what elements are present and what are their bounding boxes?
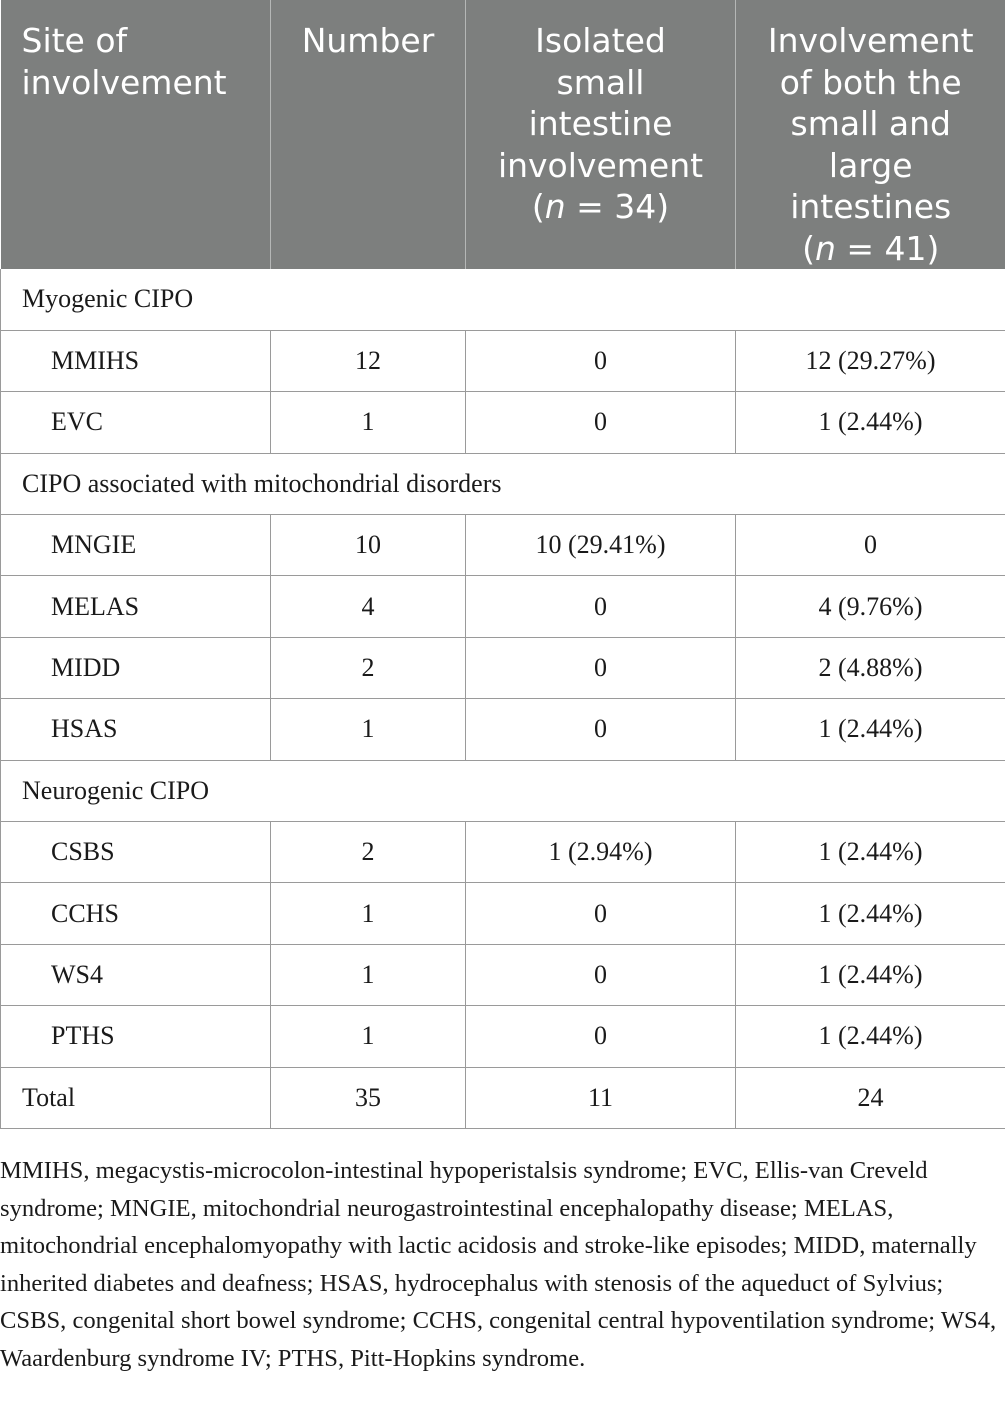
row-number: 1 xyxy=(271,699,466,760)
row-both: 4 (9.76%) xyxy=(736,576,1005,637)
total-number: 35 xyxy=(271,1067,466,1128)
group-label: CIPO associated with mitochondrial disorders xyxy=(1,453,1005,514)
group-row-neurogenic xyxy=(1,760,1005,821)
header-both-intestines: Involvement of both the small and large intestines (n = 41) xyxy=(736,0,1005,269)
row-isolated: 0 xyxy=(466,699,736,760)
row-name: HSAS xyxy=(1,699,271,760)
row-name: MELAS xyxy=(1,576,271,637)
row-both: 1 (2.44%) xyxy=(736,944,1005,1005)
total-label: Total xyxy=(1,1067,271,1128)
table-header xyxy=(1,0,1005,269)
row-isolated: 0 xyxy=(466,576,736,637)
row-both: 12 (29.27%) xyxy=(736,330,1005,391)
row-both: 1 (2.44%) xyxy=(736,699,1005,760)
row-both: 1 (2.44%) xyxy=(736,822,1005,883)
row-both: 1 (2.44%) xyxy=(736,883,1005,944)
total-row xyxy=(1,1067,1005,1128)
row-both: 0 xyxy=(736,515,1005,576)
row-both: 1 (2.44%) xyxy=(736,392,1005,453)
row-both: 1 (2.44%) xyxy=(736,1006,1005,1067)
row-isolated: 0 xyxy=(466,392,736,453)
group-row-mitochondrial xyxy=(1,453,1005,514)
row-name: MIDD xyxy=(1,637,271,698)
table-row xyxy=(1,392,1005,453)
table-row xyxy=(1,822,1005,883)
row-number: 2 xyxy=(271,637,466,698)
header-site-of-involvement: Site of involvement xyxy=(1,0,271,269)
header-number: Number xyxy=(271,0,466,269)
row-name: CSBS xyxy=(1,822,271,883)
row-number: 1 xyxy=(271,392,466,453)
row-number: 1 xyxy=(271,1006,466,1067)
total-isolated: 11 xyxy=(466,1067,736,1128)
row-number: 1 xyxy=(271,944,466,1005)
row-both: 2 (4.88%) xyxy=(736,637,1005,698)
table-row xyxy=(1,637,1005,698)
table-row xyxy=(1,330,1005,391)
row-isolated: 0 xyxy=(466,330,736,391)
row-number: 4 xyxy=(271,576,466,637)
row-name: MNGIE xyxy=(1,515,271,576)
row-name: MMIHS xyxy=(1,330,271,391)
row-name: PTHS xyxy=(1,1006,271,1067)
table-row xyxy=(1,883,1005,944)
table-row xyxy=(1,576,1005,637)
table-row xyxy=(1,1006,1005,1067)
row-isolated: 0 xyxy=(466,637,736,698)
table-footnote: MMIHS, megacystis-microcolon-intestinal hypoperistalsis syndrome; EVC, Ellis-van Creveld syndrome; MNGIE, mitochondrial neurogastrointestinal encephalopathy disease; MELAS, mitochondrial encephalomyopathy with lactic acidosis and stroke-like episodes; MIDD, maternally inherited diabetes and deafness; HSAS, hydrocephalus with stenosis of the aqueduct of Sylvius; CSBS, congenital short bowel syndrome; CCHS, congenital central hypoventilation syndrome; WS4, Waardenburg syndrome IV; PTHS, Pitt-Hopkins syndrome. xyxy=(0,1157,997,1372)
row-name: EVC xyxy=(1,392,271,453)
row-name: CCHS xyxy=(1,883,271,944)
total-both: 24 xyxy=(736,1067,1005,1128)
row-number: 1 xyxy=(271,883,466,944)
table-row xyxy=(1,944,1005,1005)
row-name: WS4 xyxy=(1,944,271,1005)
row-number: 2 xyxy=(271,822,466,883)
table-body xyxy=(1,269,1005,1128)
row-number: 12 xyxy=(271,330,466,391)
row-number: 10 xyxy=(271,515,466,576)
group-label: Neurogenic CIPO xyxy=(1,760,1005,821)
table-row xyxy=(1,515,1005,576)
row-isolated: 0 xyxy=(466,1006,736,1067)
row-isolated: 0 xyxy=(466,883,736,944)
row-isolated: 10 (29.41%) xyxy=(466,515,736,576)
table-row xyxy=(1,699,1005,760)
row-isolated: 0 xyxy=(466,944,736,1005)
header-isolated-small-intestine: Isolated small intestine involvement (n = 34) xyxy=(466,0,736,269)
group-label: Myogenic CIPO xyxy=(1,269,1005,330)
group-row-myogenic xyxy=(1,269,1005,330)
row-isolated: 1 (2.94%) xyxy=(466,822,736,883)
